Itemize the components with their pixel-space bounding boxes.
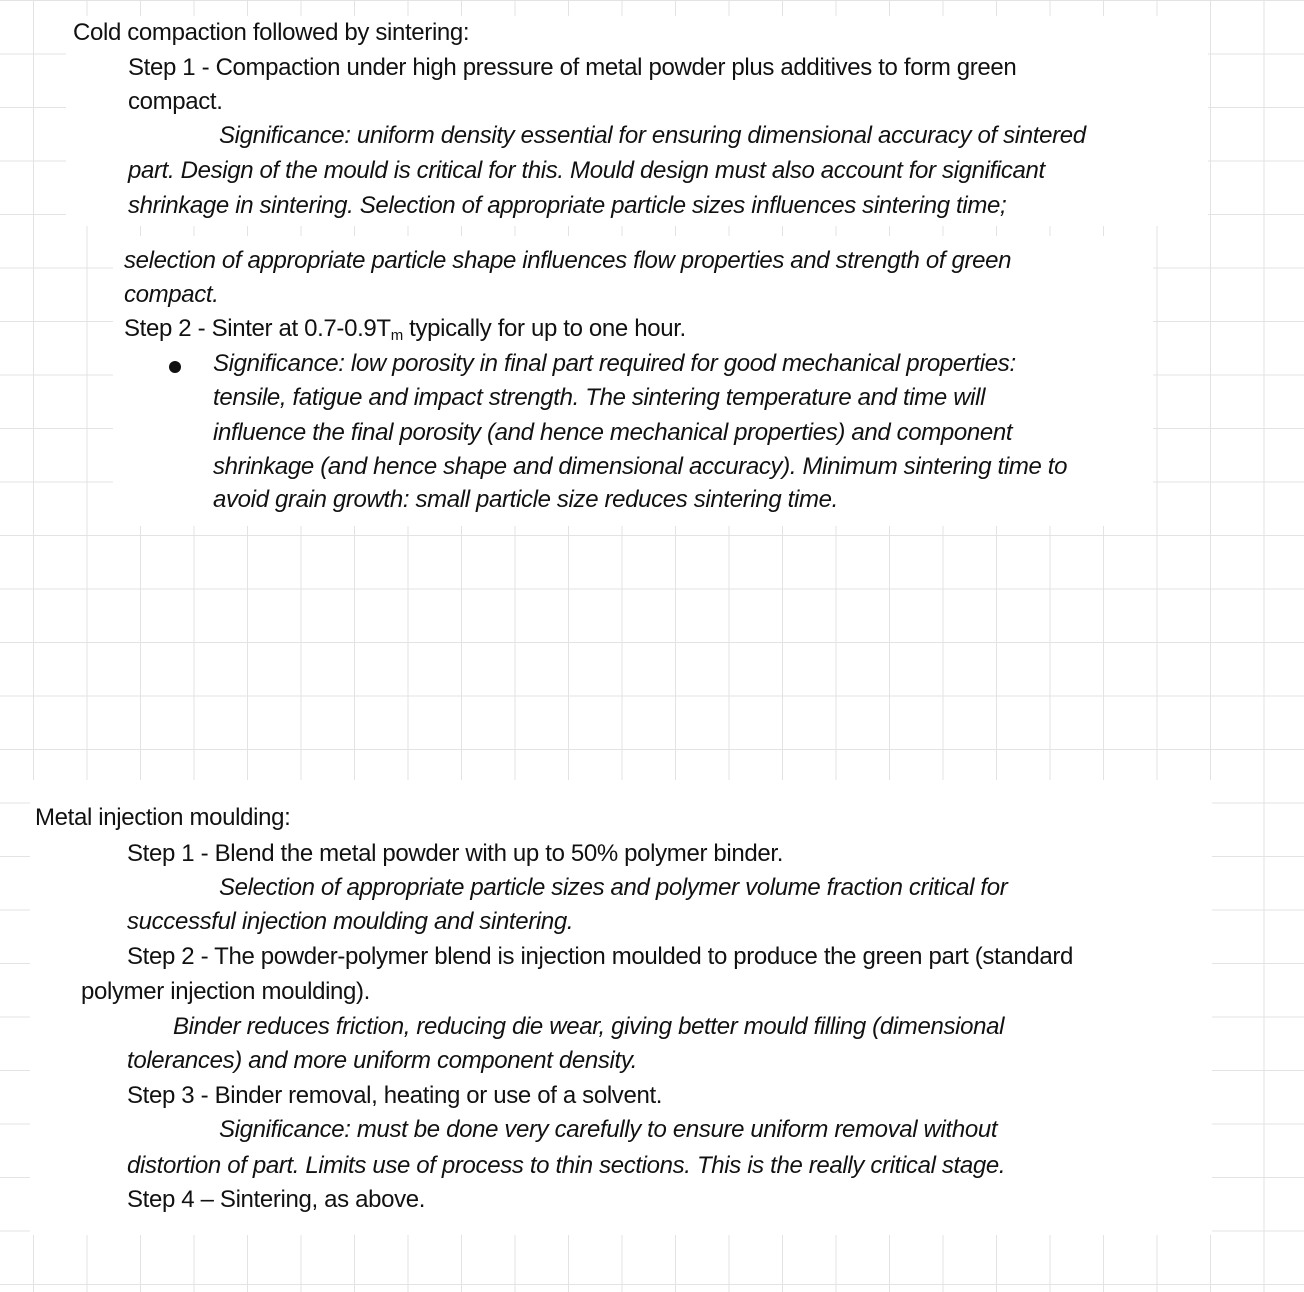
section-heading-metal-injection: Metal injection moulding: (35, 804, 291, 831)
significance-1-line-5: compact. (124, 281, 219, 308)
significance-2-line-5: avoid grain growth: small particle size reduces sintering time. (213, 486, 838, 513)
mim-binder-line-2: tolerances) and more uniform component density. (127, 1047, 638, 1074)
significance-1-line-4: selection of appropriate particle shape influences flow properties and strength of green (124, 247, 1012, 274)
mim-binder-line-1: Binder reduces friction, reducing die wear, giving better mould filling (dimensional (173, 1013, 1005, 1040)
mim-step2-line-1: Step 2 - The powder-polymer blend is injection moulded to produce the green part (standard (127, 943, 1073, 970)
section-heading-cold-compaction: Cold compaction followed by sintering: (73, 19, 470, 46)
melting-temp-subscript: m (390, 327, 403, 344)
step1-text-line-2: compact. (128, 88, 223, 115)
mim-step4-text: Step 4 – Sintering, as above. (127, 1186, 426, 1213)
mim-significance-line-2: distortion of part. Limits use of process to thin sections. This is the really critical stage. (127, 1152, 1006, 1179)
mim-step2-line-2: polymer injection moulding). (81, 978, 371, 1005)
step2-sinter-suffix: typically for up to one hour. (402, 315, 686, 342)
step2-sinter-line (124, 314, 686, 347)
mim-selection-line-2: successful injection moulding and sintering. (127, 908, 574, 935)
significance-2-line-1: Significance: low porosity in final part required for good mechanical properties: (213, 350, 1016, 377)
mim-significance-line-1: Significance: must be done very carefully to ensure uniform removal without (219, 1116, 998, 1143)
bullet-icon (169, 361, 181, 373)
significance-2-line-3: influence the final porosity (and hence mechanical properties) and component (213, 419, 1013, 446)
significance-1-line-2: part. Design of the mould is critical for this. Mould design must also account for significant (128, 157, 1045, 184)
significance-1-line-1: Significance: uniform density essential for ensuring dimensional accuracy of sintered (219, 122, 1086, 149)
mim-step3-text: Step 3 - Binder removal, heating or use of a solvent. (127, 1082, 663, 1109)
text-panel-middle (113, 236, 1153, 526)
mim-step1-text: Step 1 - Blend the metal powder with up to 50% polymer binder. (127, 840, 784, 867)
significance-2-line-2: tensile, fatigue and impact strength. The sintering temperature and time will (213, 384, 986, 411)
step1-text-line-1: Step 1 - Compaction under high pressure of metal powder plus additives to form green (128, 54, 1017, 81)
significance-1-line-3: shrinkage in sintering. Selection of appropriate particle sizes influences sintering time; (128, 192, 1007, 219)
step2-sinter-prefix: Step 2 - Sinter at 0.7-0.9T (124, 315, 391, 342)
significance-2-line-4: shrinkage (and hence shape and dimensional accuracy). Minimum sintering time to (213, 453, 1068, 480)
mim-selection-line-1: Selection of appropriate particle sizes and polymer volume fraction critical for (219, 874, 1008, 901)
